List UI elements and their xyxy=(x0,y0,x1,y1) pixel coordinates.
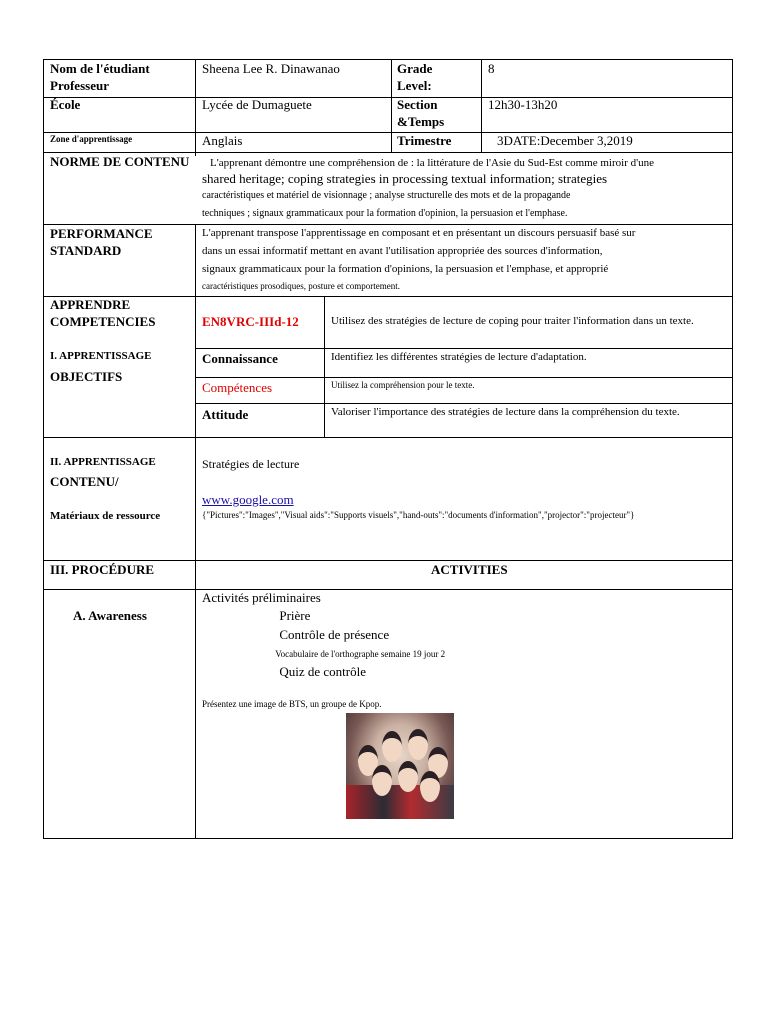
materials-text: {"Pictures":"Images","Visual aids":"Supports visuels","hand-outs":"documents d'information","projector":"projecteur"} xyxy=(202,510,635,520)
performance-standard-line: caractéristiques prosodiques, posture et comportement. xyxy=(202,281,400,291)
activities-label: ACTIVITIES xyxy=(431,562,508,577)
photo-face xyxy=(398,761,418,792)
student-value: Sheena Lee R. Dinawanao xyxy=(202,61,340,76)
objectives-label-2: OBJECTIFS xyxy=(50,369,123,384)
grade-value: 8 xyxy=(488,61,495,76)
resource-materials-label: Matériaux de ressource xyxy=(50,510,161,522)
photo-face xyxy=(408,729,428,760)
content-standard-line: L'apprenant démontre une compréhension de : la littérature de l'Asie du Sud-Est comme miroir d'une xyxy=(210,157,654,169)
area-label: Zone d'apprentissage xyxy=(50,134,133,144)
learning-topic: Stratégies de lecture xyxy=(202,457,300,471)
section-label: Section xyxy=(397,97,438,112)
row-divider xyxy=(43,152,733,153)
awareness-label: A. Awareness xyxy=(73,608,147,623)
content-standard-line: caractéristiques et matériel de visionnage ; analyse structurelle des mots et de la propagande xyxy=(202,190,571,201)
section-value: 12h30-13h20 xyxy=(488,97,558,112)
grade-label-2: Level: xyxy=(397,78,432,93)
grade-label: Grade xyxy=(397,61,433,76)
skills-text: Utilisez la compréhension pour le texte. xyxy=(331,380,475,390)
section-label-2: &Temps xyxy=(397,114,445,129)
competencies-label-2: COMPETENCIES xyxy=(50,314,156,329)
procedure-label: III. PROCÉDURE xyxy=(50,562,155,577)
quarter-value: 3DATE:December 3,2019 xyxy=(497,133,633,148)
skills-label: Compétences xyxy=(202,380,273,395)
procedure-note: Présentez une image de BTS, un groupe de Kpop. xyxy=(202,699,382,709)
learning-content-label: II. APPRENTISSAGE xyxy=(50,456,156,468)
photo-face xyxy=(382,731,402,762)
col-divider xyxy=(481,59,482,152)
row-divider xyxy=(196,377,733,378)
performance-standard-label-2: STANDARD xyxy=(50,243,122,258)
row-divider xyxy=(43,589,733,590)
knowledge-text: Identifiez les différentes stratégies de lecture d'adaptation. xyxy=(331,351,587,363)
school-value: Lycée de Dumaguete xyxy=(202,97,312,112)
content-standard-label: NORME DE CONTENU xyxy=(50,154,190,169)
row-divider xyxy=(43,97,733,98)
content-standard-line: shared heritage; coping strategies in processing textual information; strategies xyxy=(202,171,608,186)
attitude-label: Attitude xyxy=(202,407,249,422)
prelim-activities: Activités préliminaires xyxy=(202,590,321,605)
learning-content-label-2: CONTENU/ xyxy=(50,474,119,489)
row-divider xyxy=(43,224,733,225)
teacher-label: Professeur xyxy=(50,78,109,93)
competency-text: Utilisez des stratégies de lecture de coping pour traiter l'information dans un texte. xyxy=(331,315,694,327)
competency-code: EN8VRC-IIId-12 xyxy=(202,314,299,329)
performance-standard-line: L'apprenant transpose l'apprentissage en composant et en présentant un discours persuasif basé sur xyxy=(202,227,636,239)
performance-standard-line: signaux grammaticaux pour la formation d'opinions, la persuasion et l'emphase, et approprié xyxy=(202,263,609,275)
list-item: Prière xyxy=(266,608,298,623)
list-item: Contrôle de présence xyxy=(266,627,376,642)
school-label: École xyxy=(50,97,81,112)
group-photo xyxy=(346,713,454,819)
photo-face xyxy=(420,771,440,802)
student-label: Nom de l'étudiant xyxy=(50,61,150,76)
col-divider xyxy=(195,59,196,156)
col-divider xyxy=(391,59,392,152)
content-standard-line: techniques ; signaux grammaticaux pour la formation d'opinion, la persuasion et l'emphase. xyxy=(202,208,568,219)
area-value: Anglais xyxy=(202,133,243,148)
row-divider xyxy=(43,560,733,561)
row-divider xyxy=(43,437,733,438)
photo-face xyxy=(372,765,392,796)
list-item: Vocabulaire de l'orthographe semaine 19 jour 2 xyxy=(266,649,436,659)
quarter-label: Trimestre xyxy=(397,133,452,148)
competencies-label: APPRENDRE xyxy=(50,297,131,312)
list-item: Quiz de contrôle xyxy=(266,664,353,679)
col-divider xyxy=(324,296,325,437)
attitude-text: Valoriser l'importance des stratégies de lecture dans la compréhension du texte. xyxy=(331,406,680,418)
row-divider xyxy=(43,296,733,297)
performance-standard-line: dans un essai informatif mettant en avant l'utilisation appropriée des sources d'information, xyxy=(202,245,603,257)
objectives-label: I. APPRENTISSAGE xyxy=(50,350,152,362)
row-divider xyxy=(196,348,733,349)
performance-standard-label: PERFORMANCE xyxy=(50,226,153,241)
knowledge-label: Connaissance xyxy=(202,351,278,366)
google-link[interactable]: www.google.com xyxy=(202,492,294,507)
col-divider xyxy=(195,224,196,838)
row-divider xyxy=(196,403,733,404)
